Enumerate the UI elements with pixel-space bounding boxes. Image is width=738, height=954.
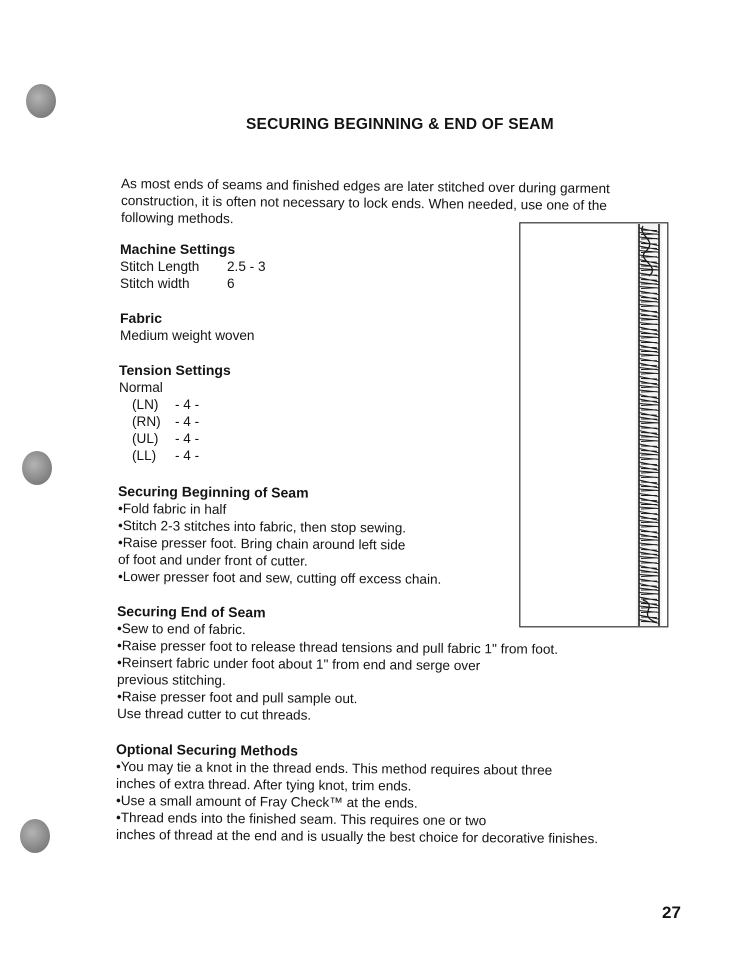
machine-settings-heading: Machine Settings	[120, 241, 236, 257]
instruction-line: •Fold fabric in half	[117, 501, 227, 517]
tension-section	[119, 362, 231, 464]
tension-label: (LL)	[132, 448, 157, 463]
securing-end-section	[117, 603, 558, 722]
setting-label: Stitch width	[120, 276, 190, 291]
intro-paragraph	[121, 175, 610, 226]
tension-row	[119, 396, 231, 413]
tension-row	[119, 430, 231, 447]
binder-hole-bottom	[20, 819, 50, 853]
tension-mode: Normal	[119, 380, 163, 395]
instruction-line: previous stitching.	[116, 672, 226, 688]
instruction-line: •You may tie a knot in the thread ends. This method requires about three	[115, 759, 553, 778]
instruction-line: •Stitch 2-3 stitches into fabric, then stop sewing.	[117, 518, 407, 536]
fabric-text: Medium weight woven	[120, 328, 255, 343]
instruction-line: •Raise presser foot. Bring chain around left side	[117, 535, 406, 553]
instruction-line: •Lower presser foot and sew, cutting off excess chain.	[117, 569, 442, 587]
tension-label: (LN)	[132, 397, 159, 412]
instruction-line: •Raise presser foot and pull sample out.	[116, 689, 358, 707]
intro-line: following methods.	[120, 210, 234, 227]
page-title: SECURING BEGINNING & END OF SEAM	[246, 116, 554, 133]
tension-value: - 4 -	[175, 397, 200, 412]
binder-hole-top	[26, 84, 56, 118]
tension-row	[119, 447, 231, 464]
instruction-line: •Thread ends into the finished seam. This requires one or two	[115, 810, 487, 829]
instruction-line: •Reinsert fabric under foot about 1" from end and serge over	[116, 655, 481, 674]
instruction-line: •Sew to end of fabric.	[116, 621, 246, 638]
instruction-line: •Raise presser foot to release thread tensions and pull fabric 1" from foot.	[116, 638, 559, 657]
page-number: 27	[662, 903, 681, 922]
instruction-line: Use thread cutter to cut threads.	[116, 706, 312, 723]
setting-value: 6	[227, 276, 235, 291]
stitched-seam-sample-illustration	[519, 222, 669, 628]
setting-row	[120, 275, 266, 292]
tension-heading: Tension Settings	[119, 362, 231, 378]
setting-value: 2.5 - 3	[227, 259, 266, 274]
fabric-section	[120, 310, 255, 344]
machine-settings-section	[120, 241, 266, 292]
tension-value: - 4 -	[175, 414, 200, 429]
tension-label: (UL)	[132, 431, 159, 446]
binder-hole-middle	[22, 451, 52, 485]
optional-methods-heading: Optional Securing Methods	[115, 741, 299, 759]
optional-methods-section	[115, 741, 599, 847]
tension-row	[119, 413, 231, 430]
instruction-line: •Use a small amount of Fray Check™ at the ends.	[115, 793, 418, 811]
instruction-line: inches of extra thread. After tying knot, trim ends.	[115, 776, 412, 794]
intro-line: As most ends of seams and finished edges are later stitched over during garment	[120, 176, 610, 197]
securing-beginning-section	[118, 483, 441, 585]
setting-row	[120, 258, 266, 275]
securing-end-heading: Securing End of Seam	[116, 603, 266, 621]
tension-value: - 4 -	[175, 448, 200, 463]
tension-value: - 4 -	[175, 431, 200, 446]
fabric-heading: Fabric	[120, 310, 163, 326]
instruction-line: of foot and under front of cutter.	[117, 552, 308, 569]
tension-label: (RN)	[132, 414, 161, 429]
securing-beginning-heading: Securing Beginning of Seam	[117, 483, 309, 501]
instruction-line: inches of thread at the end and is usually the best choice for decorative finishes.	[115, 827, 599, 847]
intro-line: construction, it is often not necessary to lock ends. When needed, use one of the	[120, 193, 607, 214]
setting-label: Stitch Length	[120, 259, 200, 274]
